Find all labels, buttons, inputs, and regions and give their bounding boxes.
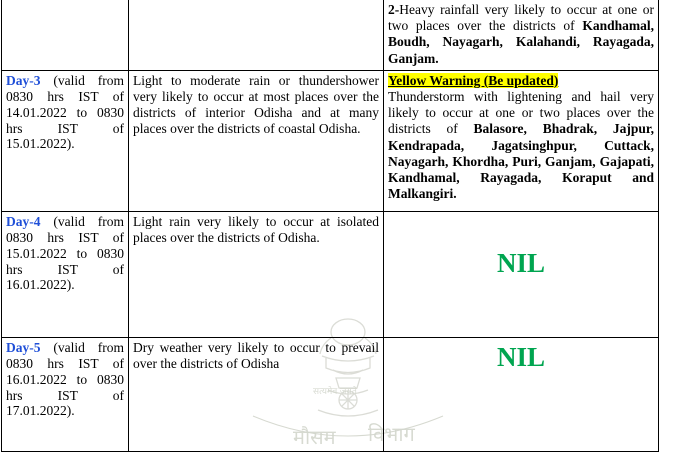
- warning-cell: [384, 0, 659, 70]
- yellow-warning-badge: Yellow Warning (Be updated): [388, 72, 559, 88]
- day-label: Day-4: [6, 213, 41, 229]
- watermark-text-right: विभाग: [368, 424, 415, 446]
- forecast-cell: Dry weather very likely to occur to prevail over the districts of Odisha: [129, 337, 384, 451]
- forecast-warning-table: [1, 0, 659, 452]
- table-row: [2, 211, 659, 337]
- day-period-cell: [2, 70, 129, 211]
- forecast-cell: [129, 0, 384, 70]
- day-period-cell: [2, 211, 129, 337]
- warning-cell: [384, 211, 659, 337]
- warning-text: Heavy rainfall very likely to occur at one or two places over the districts of Kandhamal, Boudh, Nayagarh, Kalahandi, Rayagada, Ganjam.: [388, 2, 654, 66]
- day-period-cell: [2, 337, 129, 451]
- day-period-cell: [2, 0, 129, 70]
- table-row: [2, 70, 659, 211]
- day-valid-text: (valid from 0830 hrs IST of 15.01.2022 to 0830 hrs IST of 16.01.2022).: [6, 213, 125, 293]
- table-row: [2, 337, 659, 451]
- watermark-text-left: मौसम: [293, 427, 336, 449]
- day-valid-text: (valid from 0830 hrs IST of 14.01.2022 to 0830 hrs IST of 15.01.2022).: [6, 72, 125, 152]
- warning-nil: NIL: [496, 248, 545, 279]
- warning-districts: Balasore, Bhadrak, Jajpur, Kendrapada, Jagatsinghpur, Cuttack, Nayagarh, Khordha, Puri, Ganjam, Gajapati, Kandhamal, Rayagada, Koraput and Malkangiri.: [388, 121, 654, 202]
- forecast-cell: Light rain very likely to occur at isolated places over the districts of Odisha.: [129, 211, 384, 337]
- warning-cell: [384, 70, 659, 211]
- warning-text: Thunderstorm with lightening and hail very likely to occur at one or two places over the districts of Balasore, Bhadrak, Jajpur, Kendrapada, Jagatsinghpur, Cuttack, Nayagarh, Khordha, Puri, Ganjam, Gajapati, Kandhamal, Rayagada, Koraput and Malkangiri.: [388, 88, 654, 202]
- day-valid-text: (valid from 0830 hrs IST of 16.01.2022 to 0830 hrs IST of 17.01.2022).: [6, 339, 125, 419]
- day-label: Day-3: [6, 72, 41, 88]
- warning-districts: Kandhamal, Boudh, Nayagarh, Kalahandi, Rayagada, Ganjam.: [388, 18, 654, 66]
- warning-nil: NIL: [496, 342, 545, 373]
- day-label: Day-5: [6, 339, 41, 355]
- warning-item-number: 2-: [388, 2, 400, 17]
- table-row: [2, 0, 659, 70]
- warning-cell: [384, 337, 659, 451]
- watermark-motto: सत्यमेव जयते: [313, 386, 357, 396]
- forecast-cell: Light to moderate rain or thundershower very likely to occur at most places over the districts of interior Odisha and at many places over the districts of coastal Odisha.: [129, 70, 384, 211]
